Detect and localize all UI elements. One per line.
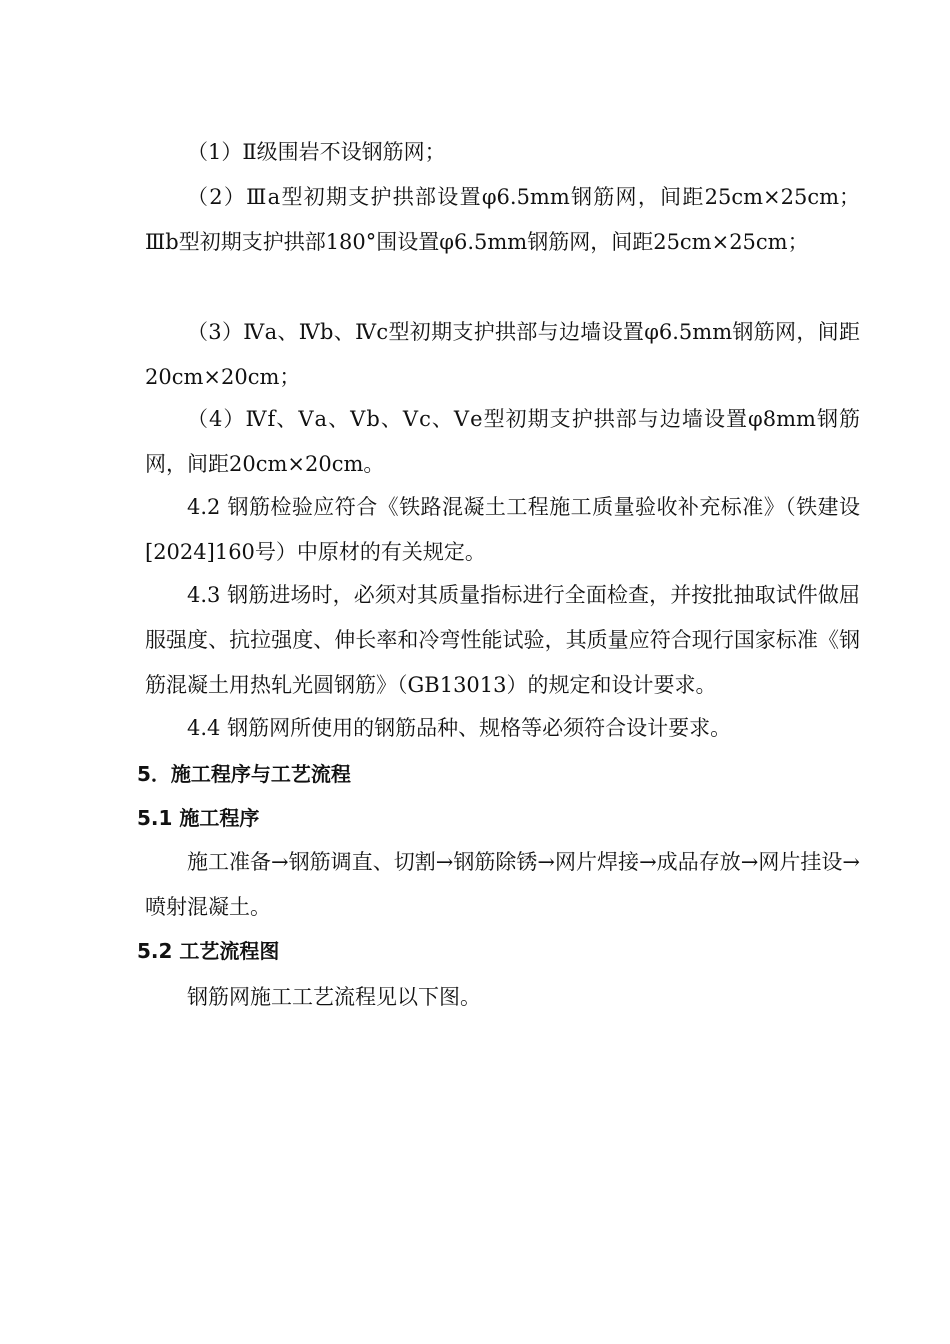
paragraph-type-4-support: （3）Ⅳa、Ⅳb、Ⅳc型初期支护拱部与边墙设置φ6.5mm钢筋网，间距20cm×20cm； xyxy=(145,320,860,389)
section-heading-5-2: 5.2 工艺流程图 xyxy=(137,939,280,963)
paragraph-4-3-incoming-check: 4.3 钢筋进场时，必须对其质量指标进行全面检查，并按批抽取试件做屈服强度、抗拉强度、伸长率和冷弯性能试验，其质量应符合现行国家标准《钢筋混凝土用热轧光圆钢筋》（GB13013）的规定和设计要求。 xyxy=(145,583,860,697)
section-heading-5-1: 5.1 施工程序 xyxy=(137,806,260,830)
paragraph-type-3-support: （2）Ⅲa型初期支护拱部设置φ6.5mm钢筋网，间距25cm×25cm；Ⅲb型初期支护拱部180°围设置φ6.5mm钢筋网，间距25cm×25cm； xyxy=(145,185,860,254)
paragraph-flowchart-reference: 钢筋网施工工艺流程见以下图。 xyxy=(187,985,481,1009)
paragraph-type-4f-5-support: （4）Ⅳf、Ⅴa、Ⅴb、Ⅴc、Ⅴe型初期支护拱部与边墙设置φ8mm钢筋网，间距20cm×20cm。 xyxy=(145,407,860,476)
paragraph-4-2-inspection: 4.2 钢筋检验应符合《铁路混凝土工程施工质量验收补充标准》（铁建设[2024]160号）中原材的有关规定。 xyxy=(145,495,860,564)
section-heading-5: 5．施工程序与工艺流程 xyxy=(137,762,351,786)
paragraph-construction-procedure: 施工准备→钢筋调直、切割→钢筋除锈→网片焊接→成品存放→网片挂设→喷射混凝土。 xyxy=(145,850,860,919)
paragraph-4-4-specification: 4.4 钢筋网所使用的钢筋品种、规格等必须符合设计要求。 xyxy=(187,716,732,740)
paragraph-grade-2-rock: （1）Ⅱ级围岩不设钢筋网； xyxy=(187,140,446,164)
